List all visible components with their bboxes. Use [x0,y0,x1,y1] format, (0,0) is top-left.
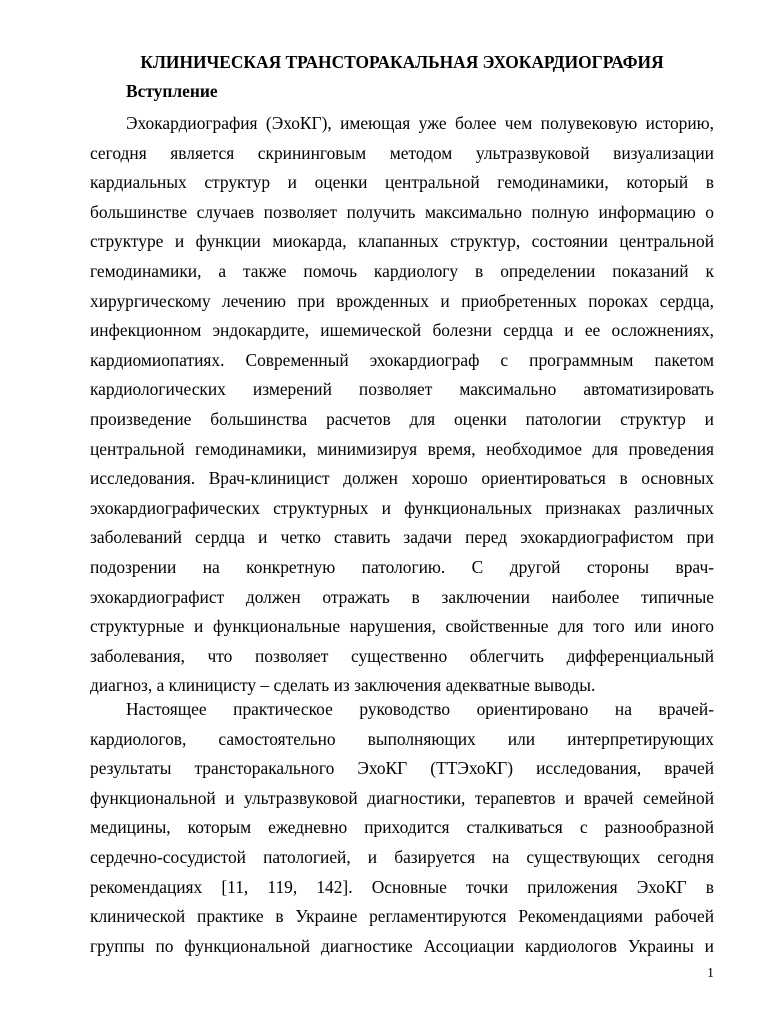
paragraph-line: большинстве случаев позволяет получить максимально полную информацию о [90,201,714,222]
paragraph-line: результаты трансторакального ЭхоКГ (ТТЭхоКГ) исследования, врачей [90,758,714,779]
paragraph-line: медицины, которым ежедневно приходится сталкиваться с разнообразной [90,817,714,838]
paragraph-line: инфекционном эндокардите, ишемической болезни сердца и ее осложнениях, [90,320,714,341]
paragraph-line: кардиомиопатиях. Современный эхокардиограф с программным пакетом [90,349,714,370]
paragraph-line: кардиологов, самостоятельно выполняющих или интерпретирующих [90,728,714,749]
paragraph-line: рекомендациях [11, 119, 142]. Основные точки приложения ЭхоКГ в [90,876,714,897]
paragraph-line: исследования. Врач-клиницист должен хорошо ориентироваться в основных [90,468,714,489]
paragraph-line: сердечно-сосудистой патологией, и базируется на существующих сегодня [90,846,714,867]
paragraph-line: кардиальных структур и оценки центральной гемодинамики, который в [90,172,714,193]
paragraph-line: эхокардиографист должен отражать в заключении наиболее типичные [90,586,714,607]
paragraph-line: структурные и функциональные нарушения, свойственные для того или иного [90,616,714,637]
paragraph-line: структуре и функции миокарда, клапанных структур, состоянии центральной [90,231,714,252]
document-title: КЛИНИЧЕСКАЯ ТРАНСТОРАКАЛЬНАЯ ЭХОКАРДИОГРАФИЯ [140,52,664,72]
paragraph-line: хирургическому лечению при врожденных и приобретенных пороках сердца, [90,290,714,311]
paragraph-line: группы по функциональной диагностике Ассоциации кардиологов Украины и [90,935,714,956]
paragraph-line: диагноз, а клиницисту – сделать из заключения адекватные выводы. [90,675,596,696]
paragraph-line: Эхокардиография (ЭхоКГ), имеющая уже более чем полувековую историю, [126,113,714,133]
paragraph-line: заболеваний сердца и четко ставить задачи перед эхокардиографистом при [90,527,714,548]
paragraph-line: заболевания, что позволяет существенно облегчить дифференциальный [90,645,714,666]
section-heading: Вступление [126,81,218,101]
paragraph-line: кардиологических измерений позволяет максимально автоматизировать [90,379,714,400]
paragraph-line: Настоящее практическое руководство ориентировано на врачей- [126,699,714,719]
page-number: 1 [707,966,714,981]
paragraph-line: сегодня является скрининговым методом ультразвуковой визуализации [90,142,714,163]
paragraph-line: подозрении на конкретную патологию. С другой стороны врач- [90,556,714,577]
paragraph-line: эхокардиографических структурных и функциональных признаках различных [90,497,714,518]
paragraph-line: клинической практике в Украине регламентируются Рекомендациями рабочей [90,906,714,927]
paragraph-line: произведение большинства расчетов для оценки патологии структур и [90,408,714,429]
paragraph-introduction [90,109,714,701]
paragraph-line: функциональной и ультразвуковой диагностики, терапевтов и врачей семейной [90,787,714,808]
paragraph-line: гемодинамики, а также помочь кардиологу в определении показаний к [90,260,714,281]
paragraph-line: центральной гемодинамики, минимизируя время, необходимое для проведения [90,438,714,459]
paragraph-guide-audience [90,695,714,961]
